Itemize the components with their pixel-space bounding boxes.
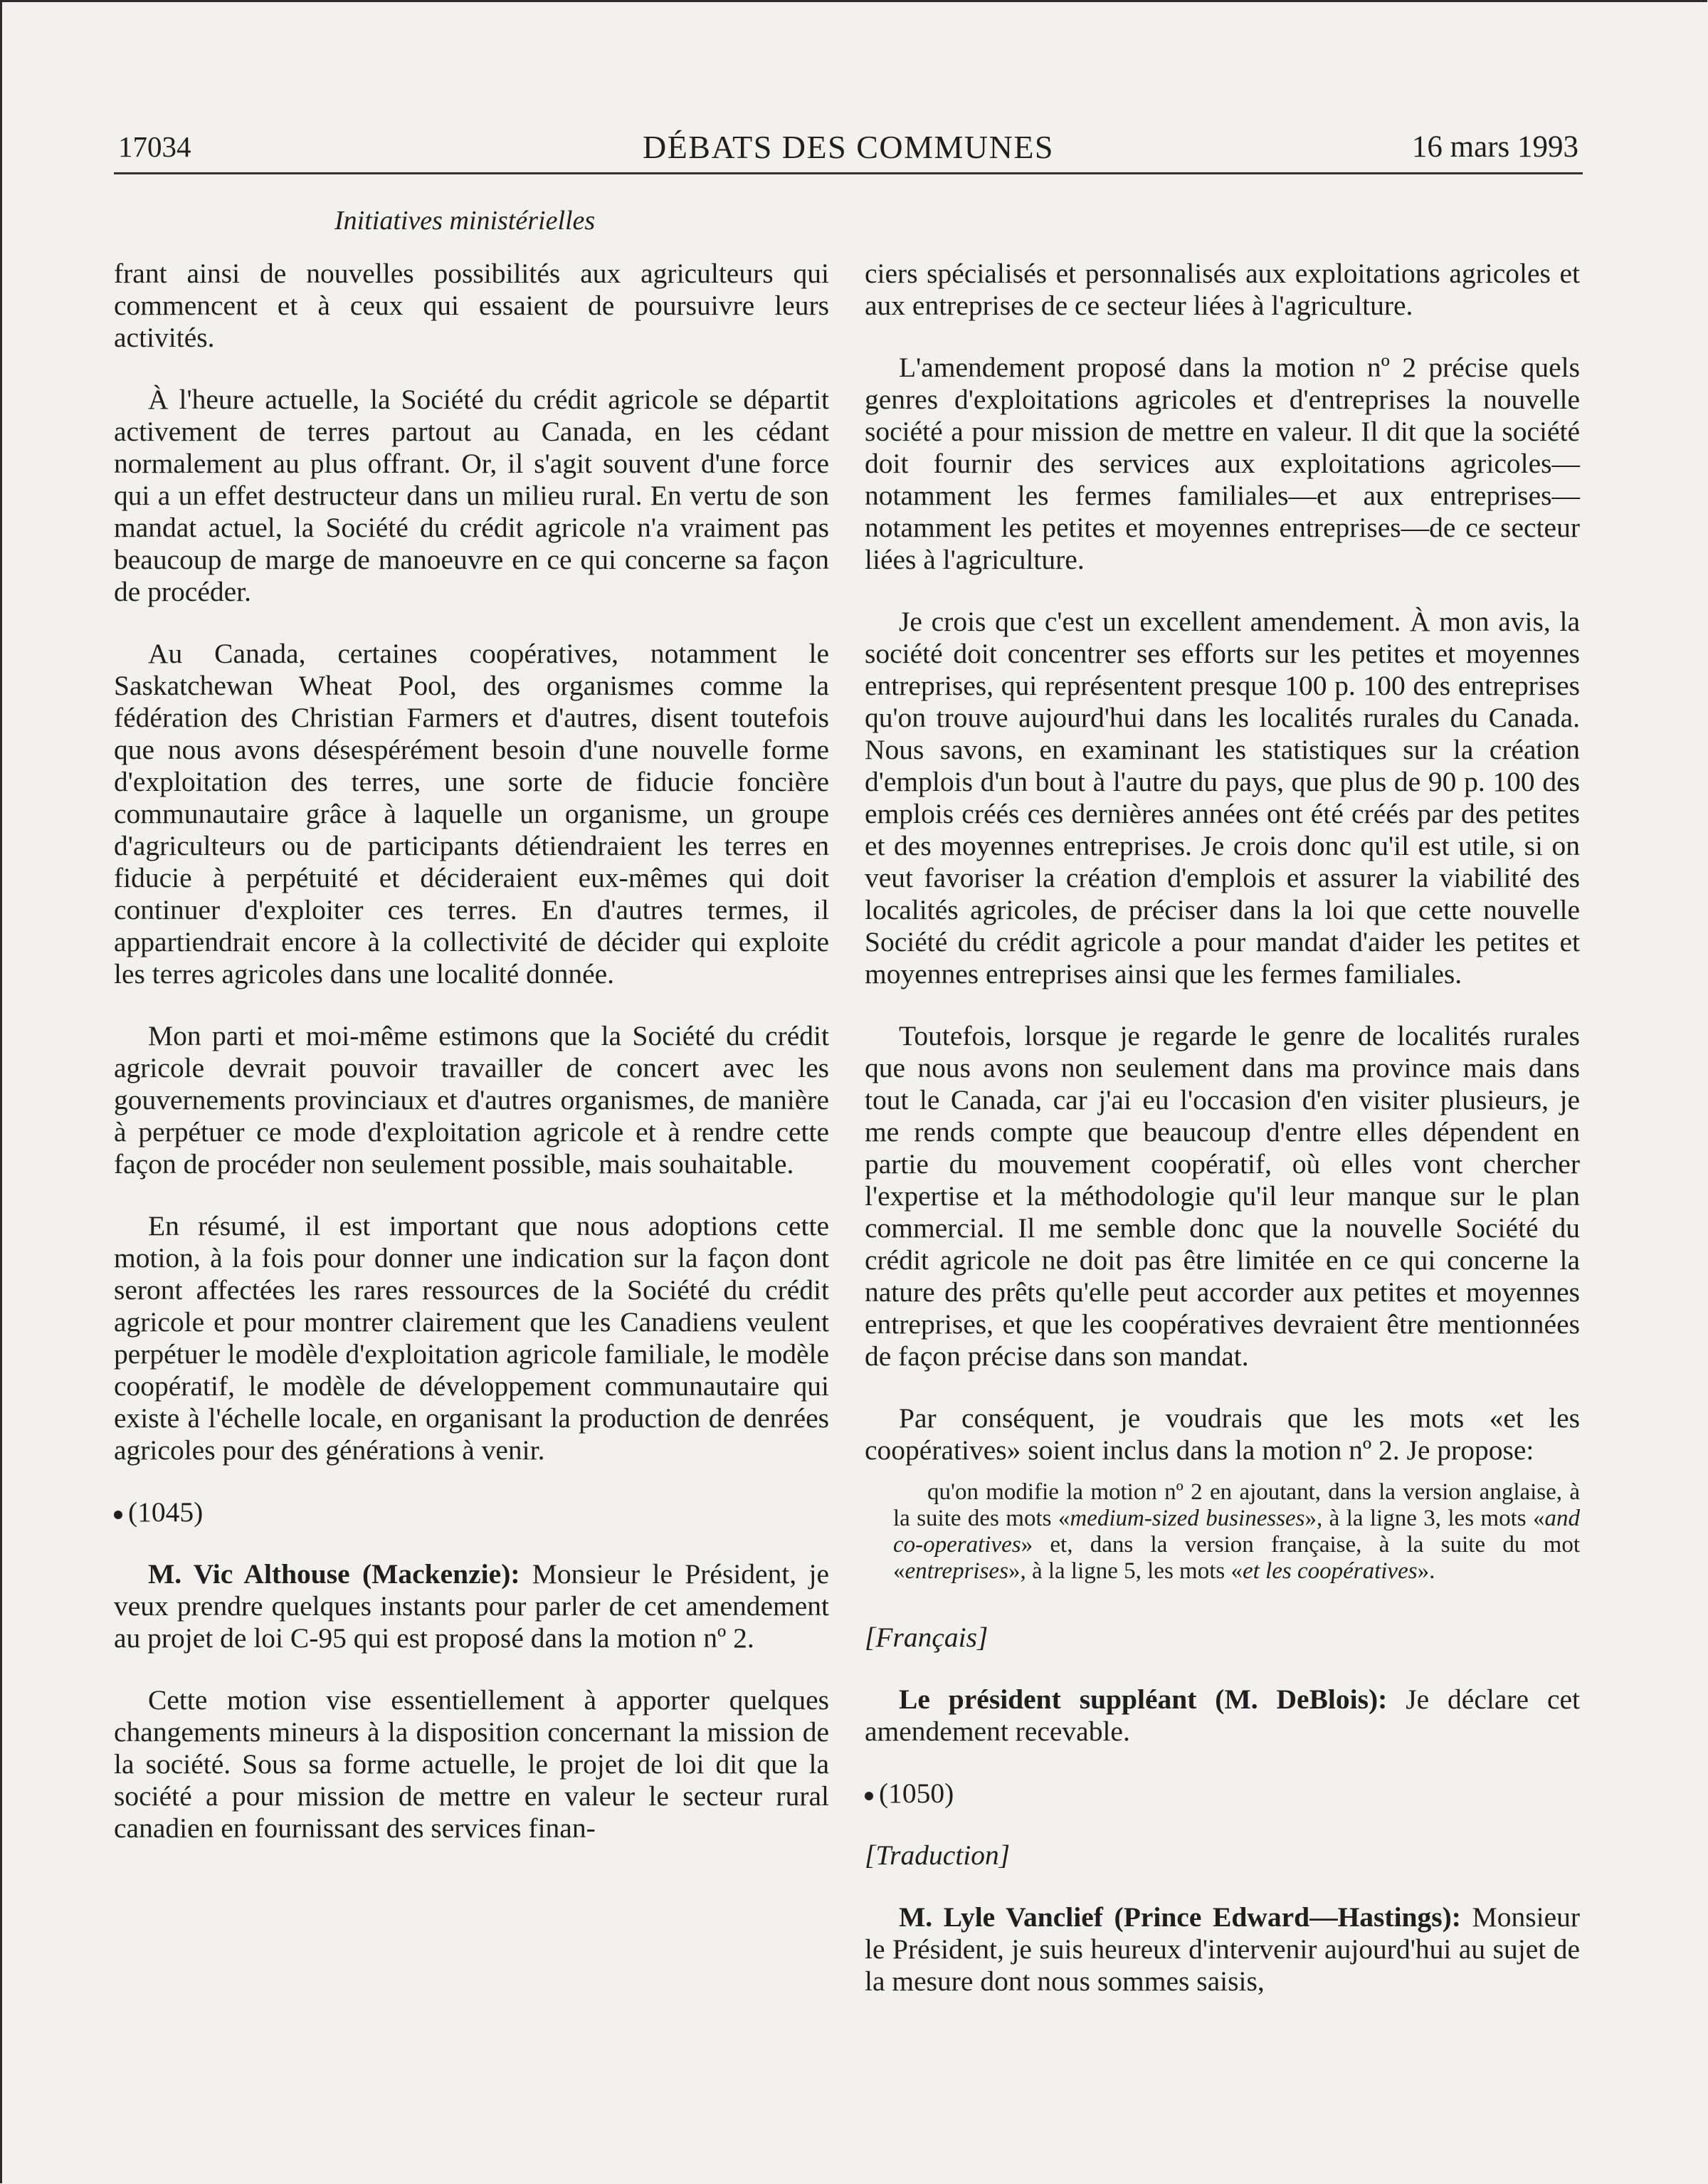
speech-text: Monsieur le Président, je veux prendre quelques instants pour parler de cet amendement au projet de loi C-95 qui est proposé dans la motion nº 2. — [114, 1558, 829, 1654]
speaker-name: M. Lyle Vanclief (Prince Edward—Hastings): — [899, 1901, 1461, 1933]
quote-text: ». — [1417, 1558, 1435, 1584]
paragraph: Mon parti et moi-même estimons que la Société du crédit agricole devrait pouvoir travailler de concert avec les gouvernements provinciaux et d'autres organismes, de manière à perpétuer ce mode d'exploitation agricole et à rendre cette façon de procéder non seulement possible, mais souhaitable. — [114, 1020, 829, 1180]
paragraph: L'amendement proposé dans la motion nº 2 précise quels genres d'exploitations agricoles et d'entreprises la nouvelle société a pour mission de mettre en valeur. Il dit que la société doit fournir des services aux exploitations agricoles—notamment les fermes familiales—et aux entreprises—notamment les petites et moyennes entreprises—de ce secteur liées à l'agriculture. — [865, 352, 1580, 575]
motion-quote — [893, 1479, 1580, 1585]
quote-text: » et, dans la version française, à la suite du mot « — [893, 1532, 1580, 1584]
quote-text: qu'on modifie la motion nº 2 en ajoutant, dans la version anglaise, à la suite des mots « — [893, 1479, 1580, 1531]
quote-italic: medium-sized businesses — [1070, 1506, 1305, 1531]
time-label: (1045) — [128, 1496, 204, 1528]
bullet-icon — [114, 1511, 122, 1519]
paragraph: Par conséquent, je voudrais que les mots «et les coopératives» soient inclus dans la motion nº 2. Je propose: — [865, 1402, 1580, 1466]
speech-paragraph — [865, 1684, 1580, 1748]
quote-italic: et les coopératives — [1242, 1558, 1418, 1584]
left-column — [114, 258, 829, 1874]
paragraph: En résumé, il est important que nous adoptions cette motion, à la fois pour donner une indication sur la façon dont seront affectées les rares ressources de la Société du crédit agricole et pour montrer clairement que les Canadiens veulent perpétuer le modèle d'exploitation agricole familiale, le modèle coopératif, le modèle de développement communautaire qui existe à l'échelle locale, en organisant la production de denrées agricoles pour des générations à venir. — [114, 1210, 829, 1466]
page-header — [114, 127, 1583, 174]
time-marker — [865, 1778, 1580, 1810]
journal-title: DÉBATS DES COMMUNES — [642, 129, 1055, 165]
issue-date: 16 mars 1993 — [1411, 130, 1578, 164]
section-title: Initiatives ministérielles — [334, 206, 596, 236]
right-column — [865, 258, 1580, 2027]
quote-text: », à la ligne 5, les mots « — [1008, 1558, 1243, 1584]
quote-italic: and co-operatives — [893, 1506, 1580, 1558]
speaker-name: M. Vic Althouse (Mackenzie): — [148, 1558, 520, 1590]
language-marker: [Français] — [865, 1622, 989, 1653]
paragraph: Cette motion vise essentiellement à apporter quelques changements mineurs à la disposition concernant la mission de la société. Sous sa forme actuelle, le projet de loi dit que la société a pour mission de mettre en valeur le secteur rural canadien en fournissant des services finan- — [114, 1684, 829, 1844]
speech-text: Monsieur le Président, je suis heureux d'intervenir aujourd'hui au sujet de la mesure dont nous sommes saisis, — [865, 1901, 1581, 1997]
time-marker — [114, 1496, 829, 1528]
speech-paragraph — [865, 1901, 1580, 1997]
speech-text: Je déclare cet amendement recevable. — [865, 1684, 1581, 1747]
paragraph: ciers spécialisés et personnalisés aux exploitations agricoles et aux entreprises de ce secteur liées à l'agriculture. — [865, 258, 1580, 321]
page-number: 17034 — [118, 130, 191, 163]
quote-text: », à la ligne 3, les mots « — [1304, 1506, 1545, 1531]
language-marker: [Traduction] — [865, 1839, 1011, 1871]
speech-paragraph — [114, 1558, 829, 1654]
paragraph: À l'heure actuelle, la Société du crédit agricole se départit activement de terres partout au Canada, en les cédant normalement au plus offrant. Or, il s'agit souvent d'une force qui a un effet destructeur dans un milieu rural. En vertu de son mandat actuel, la Société du crédit agricole n'a vraiment pas beaucoup de marge de manoeuvre en ce qui concerne sa façon de procéder. — [114, 384, 829, 607]
paragraph: Toutefois, lorsque je regarde le genre de localités rurales que nous avons non seulement dans ma province mais dans tout le Canada, car j'ai eu l'occasion d'en visiter plusieurs, je me rends compte que beaucoup d'entre elles dépendent en partie du mouvement coopératif, où elles vont chercher l'expertise et la méthodologie qu'il leur manque sur le plan commercial. Il me semble donc que la nouvelle Société du crédit agricole ne doit pas être limitée en ce qui concerne la nature des prêts qu'elle peut accorder aux petites et moyennes entreprises, et que les coopératives devraient être mentionnées de façon précise dans son mandat. — [865, 1020, 1580, 1372]
paragraph: frant ainsi de nouvelles possibilités aux agriculteurs qui commencent et à ceux qui essaient de poursuivre leurs activités. — [114, 258, 829, 353]
paragraph: Au Canada, certaines coopératives, notamment le Saskatchewan Wheat Pool, des organismes comme la fédération des Christian Farmers et d'autres, disent toutefois que nous avons désespérément besoin d'une nouvelle forme d'exploitation des terres, une sorte de fiducie foncière communautaire grâce à laquelle un organisme, un groupe d'agriculteurs ou de participants détiendraient les terres en fiducie à perpétuité et décideraient eux-mêmes qui doit continuer d'exploiter ces terres. En d'autres termes, il appartiendrait encore à la collectivité de décider qui exploite les terres agricoles dans une localité donnée. — [114, 638, 829, 989]
quote-italic: entreprises — [905, 1558, 1008, 1584]
time-label: (1050) — [879, 1778, 954, 1809]
speaker-name: Le président suppléant (M. DeBlois): — [899, 1684, 1388, 1715]
paragraph: Je crois que c'est un excellent amendement. À mon avis, la société doit concentrer ses efforts sur les petites et moyennes entreprises, qui représentent presque 100 p. 100 des entreprises qu'on trouve aujourd'hui dans les localités rurales du Canada. Nous savons, en examinant les statistiques sur la création d'emplois d'un bout à l'autre du pays, que plus de 90 p. 100 des emplois créés ces dernières années ont été créés par des petites et des moyennes entreprises. Je crois donc qu'il est utile, si on veut favoriser la création d'emplois et assurer la viabilité des localités agricoles, de préciser dans la loi que cette nouvelle Société du crédit agricole a pour mandat d'aider les petites et moyennes entreprises ainsi que les fermes familiales. — [865, 606, 1580, 989]
bullet-icon — [865, 1792, 873, 1800]
